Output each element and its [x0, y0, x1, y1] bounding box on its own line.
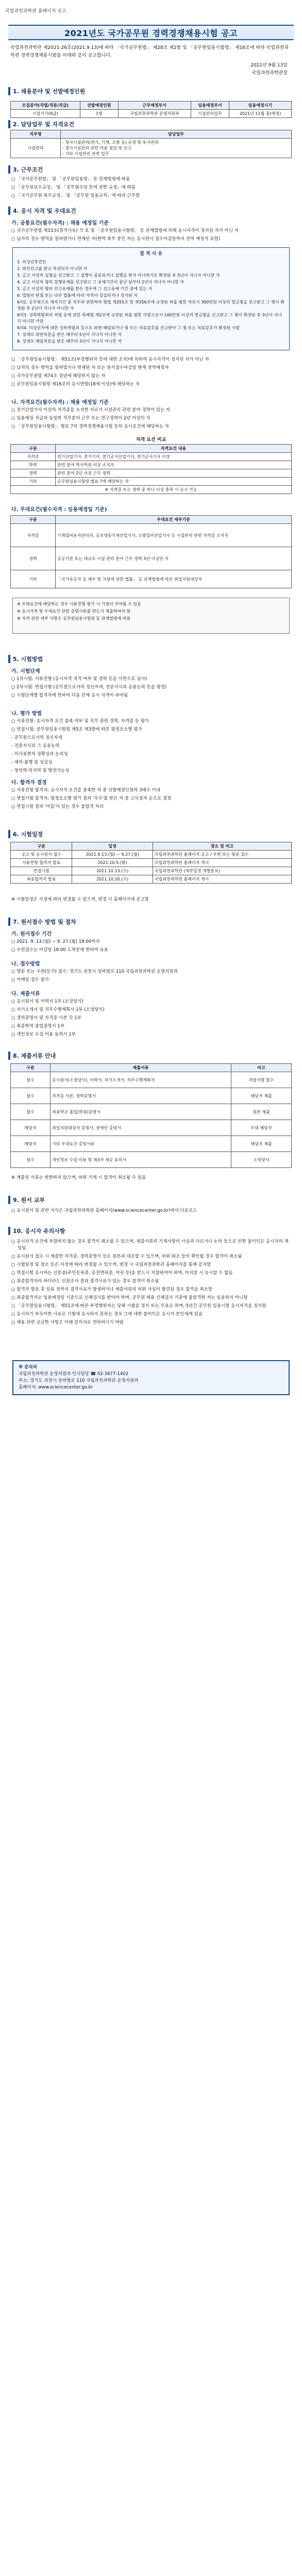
table-cell: 관련 분야 2년 이상 근무 경력: [56, 469, 292, 478]
subsection-title: 가. 시험단계: [11, 669, 40, 674]
section-6-title: 6. 시험일정: [13, 831, 43, 838]
box-line: 6의3. 성폭력범죄의 처벌 등에 관한 특례법 제2조에 규정된 죄를 범한 사람으로서 100만원 이상의 벌금형을 선고받고 그 형이 확정된 후 3년이 지나지 아니한 사람: [17, 313, 282, 324]
section-1-title: 1. 채용분야 및 선발예정인원: [13, 88, 86, 95]
section-marker: [8, 207, 10, 215]
section-1-heading: [8, 87, 294, 96]
table-cell: 응시원서(소정양식), 이력서, 자기소개서, 직무수행계획서: [51, 1072, 231, 1088]
subsection-title: 다. 제출서류: [11, 991, 40, 997]
list-item: ○ 서류전형 합격자: 응시자격 요건을 충족한 자 중 선발예정인원의 3배수 이내: [11, 788, 161, 793]
table-cell: 2021.10.13.(수): [72, 867, 153, 875]
intro-paragraph: 국립과천과학관 제2021-26호(2021.9.13)에 따라 「국가공무원법」 제28조 제2항 및 「공무원임용시험령」 제16조에 따라 국립과천과학관 경력경쟁채용시험을 아래와 같이 공고합니다.: [10, 45, 289, 58]
col-header: 선발예정인원: [80, 101, 118, 110]
table-cell: 2021.9.13.(월) ~ 9.27.(월): [72, 851, 153, 859]
subsection-title: 가. 공통요건(필수자격) : 채용 예정일 기준: [11, 221, 109, 226]
table-row: [11, 486, 292, 494]
box-line: 2. 파산선고를 받고 복권되지 아니한 자: [17, 266, 88, 271]
table-row: [11, 139, 292, 158]
section-10-body: [11, 1239, 291, 1328]
table-cell: 필수: [11, 1104, 51, 1120]
list-item: ○ 개인정보 수집·이용 동의서 1부: [11, 1032, 76, 1037]
col-header: 우대요건 세부기준: [56, 516, 292, 524]
list-item: ○ 서류전형: 응시자격 요건 충족 여부 및 직무 관련 경력, 자격증 등 평가: [11, 719, 149, 724]
list-item: ○ 전기산업기사 이상의 자격증을 소지한 자로서 시설관리 관련 분야 경력이 있는 자: [11, 408, 171, 413]
note-line: ※ 제출된 서류는 반환하지 않으며, 허위 기재 시 합격이 취소될 수 있음: [11, 1175, 146, 1180]
section-4b-body: [11, 407, 291, 432]
publication-info: [215, 62, 288, 77]
table-note: ※ 자격증 또는 경력 중 하나 이상 충족 시 응시 가능: [11, 486, 292, 494]
section-marker: [8, 87, 10, 95]
note-line: ※ 자격 관련 세부 사항은 공무원임용시험령 등 관계법령에 따름: [17, 616, 131, 621]
box-line: 6의2. 공무원으로 재직기간 중 직무와 관련하여 형법 제355조 및 제356조에 규정된 죄를 범한 자로서 300만원 이상의 벌금형을 선고받고 그 형이 확정된 후 2년이 지나지 아니한 자: [17, 300, 284, 311]
list-item: ○ 최종합격자는 임용예정일 기준으로 신체검사를 받아야 하며, 공무원 채용 신체검사 기준에 불합격한 자는 임용하지 아니함: [11, 1295, 248, 1300]
table-cell: 필수: [11, 1152, 51, 1168]
list-item: ○ 면접시험: 공무원임용시험령 제5조 제3항에 따른 평정요소별 평가: [11, 727, 142, 732]
table-cell: 최종합격자 발표: [11, 875, 72, 884]
table-cell: 관련 분야 학사학위 이상 소지자: [56, 461, 292, 469]
list-item: ○ 응시원서 및 관련 서식은 국립과천과학관 홈페이지(www.sciencecenter.go.kr)에서 다운로드: [11, 1208, 197, 1213]
table-header-row: [11, 516, 292, 524]
table-cell: 시설관리업무: [191, 110, 229, 118]
section-9-body: [11, 1208, 291, 1216]
subsection-title: 다. 합격자 결정: [11, 780, 47, 786]
section-2-title: 2. 담당업무 및 자격요건: [13, 121, 74, 128]
list-item: ○ 자기소개서 및 직무수행계획서 1부 (소정양식): [11, 1007, 105, 1012]
table-cell: 서류전형 합격자 발표: [11, 859, 72, 867]
list-item: ○ 응시원서 및 이력서 1부 (소정양식): [11, 999, 83, 1004]
table-row: [11, 570, 292, 588]
section-3-body: [11, 176, 291, 201]
table-cell: 2021년 11월 중(예정): [229, 110, 291, 118]
table-header-row: [11, 101, 292, 110]
list-item: - 창의력·의지력 및 발전가능성: [11, 768, 70, 773]
table-row: [11, 469, 292, 478]
col-header: 비고: [231, 1064, 292, 1072]
publication-org: 국립과천과학관장: [251, 71, 288, 76]
box-line: 8. 징계로 해임처분을 받은 때부터 3년이 지나지 아니한 자: [17, 339, 122, 344]
table-cell: 원본 제출: [231, 1104, 292, 1120]
table-header-row: [11, 842, 292, 851]
section-10-heading: [8, 1226, 294, 1235]
list-item: - 의사표현의 정확성과 논리성: [11, 752, 68, 757]
col-header: 일정: [72, 842, 153, 851]
table-row: [11, 478, 292, 486]
table-row: [11, 1136, 292, 1152]
table-cell: 해당자: [11, 1120, 51, 1136]
table-header-row: [11, 130, 292, 139]
table-row: [11, 1072, 292, 1088]
col-header: 임용예정부서: [191, 101, 229, 110]
section-5-title: 5. 시험방법: [13, 656, 43, 663]
table-cell: 국립과천과학관 홈페이지 게시: [153, 859, 291, 867]
col-header: 구분: [11, 445, 56, 453]
table-cell: 필수: [11, 1088, 51, 1104]
box-line: 3. 금고 이상의 실형을 선고받고 그 집행이 종료되거나 집행을 받지 아니하기로 확정된 후 5년이 지나지 아니한 자: [17, 273, 220, 278]
list-item: ○ 최종합격자라 하더라도 신원조사 결과 결격사유가 있는 경우 합격이 취소됨: [11, 1279, 159, 1284]
table-cell: 공무원임용시험령 별표 7에 해당하는 자: [56, 478, 292, 486]
list-item: ○ 응시자가 부득이한 사유로 시험에 응시하지 못하는 경우 그에 대한 불이익은 응시자 본인에게 있음: [11, 1312, 203, 1317]
list-item: ○ 국가공무원법 제33조(결격사유) 각 호 및 「공무원임용시험령」 등 관계법령에 의해 응시자격이 정지된 자가 아닌 자: [11, 228, 239, 233]
list-item: ○ 남자의 경우 병역을 필하였거나 면제된 자 또는 원서접수마감일 현재 전역예정자: [11, 365, 169, 370]
section-5c-body: [11, 787, 291, 812]
table-row: [11, 1088, 292, 1104]
box-line: 7. 징계로 파면처분을 받은 때부터 5년이 지나지 아니한 자: [17, 332, 122, 337]
table-cell: 경력: [11, 547, 56, 570]
col-header: 구분: [11, 842, 72, 851]
section-marker: [8, 655, 10, 663]
box-line: 6. 법원의 판결 또는 다른 법률에 따라 자격이 상실되거나 정지된 자: [17, 293, 138, 298]
note-line: ※ 시험일정은 사정에 따라 변경될 수 있으며, 변경 시 홈페이지에 공고함: [11, 897, 149, 902]
duties-cell: [61, 139, 292, 158]
documents-table: [10, 1063, 292, 1168]
table-cell: 시설서기(9급): [11, 110, 80, 118]
col-header: 담당업무: [61, 130, 292, 139]
section-marker: [8, 830, 10, 838]
list-item: - 전문지식과 그 응용능력: [11, 743, 60, 749]
table-header-row: [11, 445, 292, 453]
table-cell: 국립과천과학관 운영지원과: [118, 110, 191, 118]
list-item: ○ 시험단계별 합격자에 한하여 다음 단계 응시 자격이 부여됨: [11, 693, 128, 698]
table-cell: 국립과천과학관 (세부일정 개별통보): [153, 867, 291, 875]
list-item: ○ 시험일정 및 장소 등은 사정에 따라 변경될 수 있으며, 변경 시 국립과천과학관 홈페이지를 통해 공지함: [11, 1262, 211, 1267]
table-cell: 개인정보 수집·이용 및 제3자 제공 동의서: [51, 1152, 231, 1168]
table-cell: 해당자: [11, 1136, 51, 1152]
intro-text: [10, 44, 292, 60]
list-item: ○ 「국가공무원법」 및 「공무원임용령」 등 관계법령에 따름: [11, 177, 130, 182]
list-item: ○ 이메일 접수 불가: [11, 977, 49, 982]
list-item: ○ 면접시험 결과 '미흡'이 있는 경우 불합격 처리: [11, 804, 104, 809]
table-cell: 공고 및 응시원서 접수: [11, 851, 72, 859]
section-5a-body: [11, 676, 291, 701]
section-5b-body: [11, 718, 291, 776]
table-cell: 시설관리: [11, 139, 61, 158]
schedule-table: [10, 842, 292, 884]
list-item: ○ 최종학력 졸업증명서 1부: [11, 1024, 65, 1029]
table-cell: 필수: [11, 1072, 51, 1088]
col-header: 구분: [11, 516, 56, 524]
list-item: ○ 합격자 발표 후 임용 전까지 결격사유가 발생하거나 제출서류의 허위 사실이 발견된 경우 합격을 취소함: [11, 1287, 213, 1292]
list-item: ○ 채용 관련 궁금한 사항은 아래 문의처로 연락하시기 바람: [11, 1320, 124, 1325]
table-cell: 학력: [11, 461, 56, 469]
table-row: [11, 1152, 292, 1168]
subsection-title: 나. 평가 방법: [11, 711, 42, 717]
preference-table: [10, 515, 292, 588]
contact-box: [12, 1360, 290, 1395]
section-4-after-box: [11, 357, 291, 389]
col-header: 모집분야(직렬/직류/직급): [11, 101, 80, 110]
page-title: 2021년도 국가공무원 경력경쟁채용시험 공고: [64, 28, 238, 38]
table-cell: 기타 우대요건 증빙서류: [51, 1136, 231, 1152]
header-left-label: 국립과천과학관 홈페이지 공고: [5, 9, 66, 14]
subsection-title: 나. 접수방법: [11, 961, 40, 967]
section-8-heading: [8, 1051, 294, 1060]
section-7a-body: [11, 939, 291, 955]
col-header: 제출서류: [51, 1064, 231, 1072]
list-item: ○ 국가공무원법 제74조 정년에 해당하지 않는 자: [11, 374, 106, 379]
contact-line: 국립과천과학관 운영지원과 인사담당 ☎ 02-3677-1402: [19, 1371, 128, 1377]
documents-note: [11, 1175, 291, 1182]
contact-title: ※ 문의처: [19, 1365, 37, 1370]
table-cell: 자필서명 필수: [231, 1072, 292, 1088]
table-row: [11, 110, 292, 118]
duty-line: - 청사시설관리(전기, 기계, 소방 등) 운영 및 유지관리: [62, 140, 159, 145]
schedule-note: [11, 896, 291, 904]
col-header: 자격요건 내용: [56, 445, 292, 453]
section-9-title: 9. 원서 교부: [13, 1197, 45, 1204]
table-row: [11, 453, 292, 461]
duty-line: - 기타 시설관리 관련 업무: [62, 151, 109, 156]
list-item: ○ 「공무원임용시험령」 제51조(부정행위자 등에 대한 조치)에 의하여 응시자격이 정지된 자가 아닌 자: [11, 357, 209, 362]
section-marker: [8, 1196, 10, 1204]
table-cell: 공공기관 또는 대규모 시설 관리 분야 근무 경력 3년 이상인 자: [56, 547, 292, 570]
list-item: ○ 면접시험 합격자: 평정요소별 평가 결과 '우수'를 받은 자 중 고득점자 순으로 결정: [11, 796, 172, 801]
box-line: 6의4. 미성년자에 대한 성폭력범죄 등으로 파면·해임되거나 형 또는 치료감호를 선고받아 그 형 또는 치료감호가 확정된 사람: [17, 326, 240, 330]
section-7c-body: [11, 998, 291, 1040]
list-item: ○ 2021. 9. 13.(월) ~ 9. 27.(월) 18:00까지: [11, 939, 100, 944]
table-cell: 자격증: [11, 524, 56, 547]
table-cell: 해당자 제출: [231, 1088, 292, 1104]
box-line: 4. 금고 이상의 형의 집행유예를 선고받고 그 유예기간이 끝난 날부터 2년이 지나지 아니한 자: [17, 280, 184, 284]
list-item: ○ 「공무원임용시험령」 제51조에 따른 부정행위자는 당해 시험을 정지 또는 무효로 하며, 5년간 공무원 임용시험 응시자격을 정지함: [11, 1303, 266, 1309]
table-cell: 2021.10.5.(화): [72, 859, 153, 867]
section-marker: [8, 1227, 10, 1235]
section-10-title: 10. 응시자 유의사항: [13, 1228, 65, 1234]
section-2-heading: [8, 120, 294, 129]
table-row: [11, 461, 292, 469]
table-row: [11, 859, 292, 867]
disqualification-box: [12, 247, 290, 350]
table-cell: 최종학교 졸업(학위)증명서: [51, 1104, 231, 1120]
table-cell: 국립과천과학관 홈페이지 공고 / 우편 또는 방문 접수: [153, 851, 291, 859]
subsection-title: 다. 우대요건(필수자격 : 임용예정일 기준): [11, 507, 107, 513]
list-item: ○ 응시자격 요건에 부합하지 않는 경우 합격이 취소될 수 있으며, 제출서류의 기재사항이 사실과 다르거나 누락 등으로 인한 불이익은 응시자의 책임임: [11, 1239, 289, 1251]
table-cell: 기타: [11, 570, 56, 588]
col-header: 장소 및 비고: [153, 842, 291, 851]
table-row: [11, 875, 292, 884]
list-item: ○ 경력증명서 및 자격증 사본 각 1부: [11, 1015, 81, 1021]
section-3-heading: [8, 165, 294, 174]
note-line: ※ 응시자격 및 우대요건 관련 증빙서류를 반드시 제출하여야 함: [17, 609, 131, 614]
section-marker: [8, 165, 10, 174]
list-item: ○ 2차시험: 면접시험 (공무원으로서의 정신자세, 전문지식과 응용능력 등을 평정): [11, 685, 167, 690]
table-row: [11, 524, 292, 547]
box-title: 결 격 사 유: [139, 251, 163, 257]
section-7b-body: [11, 969, 291, 985]
duties-table: [10, 130, 292, 158]
list-item: ○ 「공무원보수규정」 및 「공무원수당 등에 관한 규정」에 따름: [11, 185, 136, 190]
list-item: - 공무원으로서의 정신자세: [11, 735, 62, 740]
box-line: 5. 금고 이상의 형의 선고유예를 받은 경우에 그 선고유예 기간 중에 있는 자: [17, 286, 153, 291]
list-item: ○ 1차시험: 서류전형 (응시자격 적격 여부 및 경력 등을 서면으로 심사): [11, 676, 147, 682]
list-item: ○ 임용예정 직급과 동일한 직무분야 근무 또는 연구경력이 2년 이상인 자: [11, 416, 150, 421]
section-3-title: 3. 근무조건: [13, 166, 43, 173]
table-row: [11, 867, 292, 875]
section-4-heading: [8, 206, 294, 215]
section-7-heading: [8, 917, 294, 926]
qualification-table-title: 자격 요건 비교: [136, 437, 166, 443]
list-item: - 예의·품행 및 성실성: [11, 760, 53, 765]
list-item: ○ 남자의 경우 병역을 필하였거나 면제된 자(현역 복무 중인 자는 응시원서 접수마감일까지 전역 예정자 포함): [11, 236, 220, 242]
table-cell: 기계설비유지관리자, 공조냉동기계산업기사, 소방설비산업기사 등 시설관리 관련 자격증 소지자: [56, 524, 292, 547]
section-7-title: 7. 원서접수 방법 및 절차: [13, 919, 76, 925]
table-cell: 우대 해당자: [231, 1120, 292, 1136]
table-cell: 「국가유공자 등 예우 및 지원에 관한 법률」 등 관계법령에 따른 취업지원대상자: [56, 570, 292, 588]
section-9-heading: [8, 1195, 294, 1205]
section-marker: [8, 918, 10, 926]
table-cell: 1명: [80, 110, 118, 118]
subsection-title: 가. 원서접수 기간: [11, 931, 52, 937]
col-header: 임용예정시기: [229, 101, 291, 110]
section-4-title: 4. 응시 자격 및 우대요건: [13, 208, 76, 214]
list-item: ○ 방문 또는 우편(등기) 접수: 경기도 과천시 상하벌로 110 국립과천과학관 운영지원과: [11, 969, 178, 974]
table-row: [11, 547, 292, 570]
table-cell: 국립과천과학관 홈페이지 게시: [153, 875, 291, 884]
note-line: ※ 우대요건에 해당하는 경우 서류전형 평가 시 가점이 부여될 수 있음: [17, 602, 141, 606]
box-line: 1. 피성년후견인: [17, 260, 46, 264]
list-item: ○ 「국가공무원 복무규정」 및 「공무원 임용규칙」에 따라 근무함: [11, 193, 140, 198]
section-6-heading: [8, 829, 294, 839]
list-item: ○ 공무원임용시험령 제16조의 응시연령(18세 이상)에 해당하는 자: [11, 382, 140, 387]
contact-line: 주소: 경기도 과천시 상하벌로 110 국립과천과학관 운영지원과: [19, 1378, 139, 1383]
table-cell: 기타: [11, 478, 56, 486]
section-5-heading: [8, 654, 294, 664]
table-cell: 자격증: [11, 453, 56, 461]
table-cell: 전기산업기사, 전기기사, 전기공사산업기사, 전기공사기사 이상: [56, 453, 292, 461]
table-cell: 경력: [11, 469, 56, 478]
list-item: ○ 응시원서 접수 시 제출한 자격증, 경력증명서 등은 원본과 대조할 수 있으며, 허위·위조 등이 확인될 경우 합격이 취소됨: [11, 1254, 242, 1259]
duty-line: - 청사시설관리 관련 각종 점검 및 보고: [62, 146, 132, 150]
col-header: 직무명: [11, 130, 61, 139]
table-cell: 취업지원대상자 증명서, 장애인 증명서: [51, 1120, 231, 1136]
list-item: ○ 면접시험 응시자는 신분증(주민등록증, 운전면허증, 여권 등)을 반드시 지참하여야 하며, 미지참 시 응시할 수 없음: [11, 1270, 233, 1276]
col-header: 구분: [11, 1064, 51, 1072]
table-row: [11, 851, 292, 859]
table-cell: 면접시험: [11, 867, 72, 875]
section-8-title: 8. 제출서류 안내: [13, 1053, 56, 1059]
table-cell: 해당자 제출: [231, 1136, 292, 1152]
section-4-notes: [12, 598, 290, 634]
table-cell: 소정양식: [231, 1152, 292, 1168]
table-row: [11, 1104, 292, 1120]
contact-line: 홈페이지: www.sciencecenter.go.kr: [19, 1385, 93, 1390]
table-header-row: [11, 1064, 292, 1072]
table-row: [11, 1120, 292, 1136]
list-item: ○ 우편접수는 마감일 18:00 도착분에 한하여 유효: [11, 947, 108, 953]
list-item: ○ 「공무원임용시험령」 별표 7의 경력경쟁채용시험 등의 응시요건에 해당하는 자: [11, 424, 169, 429]
col-header: 근무예정부서: [118, 101, 191, 110]
qualification-table: [10, 444, 292, 494]
title-banner: [8, 25, 294, 40]
section-4a-body: [11, 228, 291, 244]
table-cell: 자격증 사본, 경력증명서: [51, 1088, 231, 1104]
section-marker: [8, 1052, 10, 1060]
section-marker: [8, 120, 10, 128]
subsection-title: 나. 자격요건(필수자격) : 채용 예정일 기준: [11, 400, 109, 405]
table-cell: 2021.10.20.(수): [72, 875, 153, 884]
publication-date: 2021년 9월 13일: [250, 63, 288, 68]
recruitment-table: [10, 101, 292, 118]
